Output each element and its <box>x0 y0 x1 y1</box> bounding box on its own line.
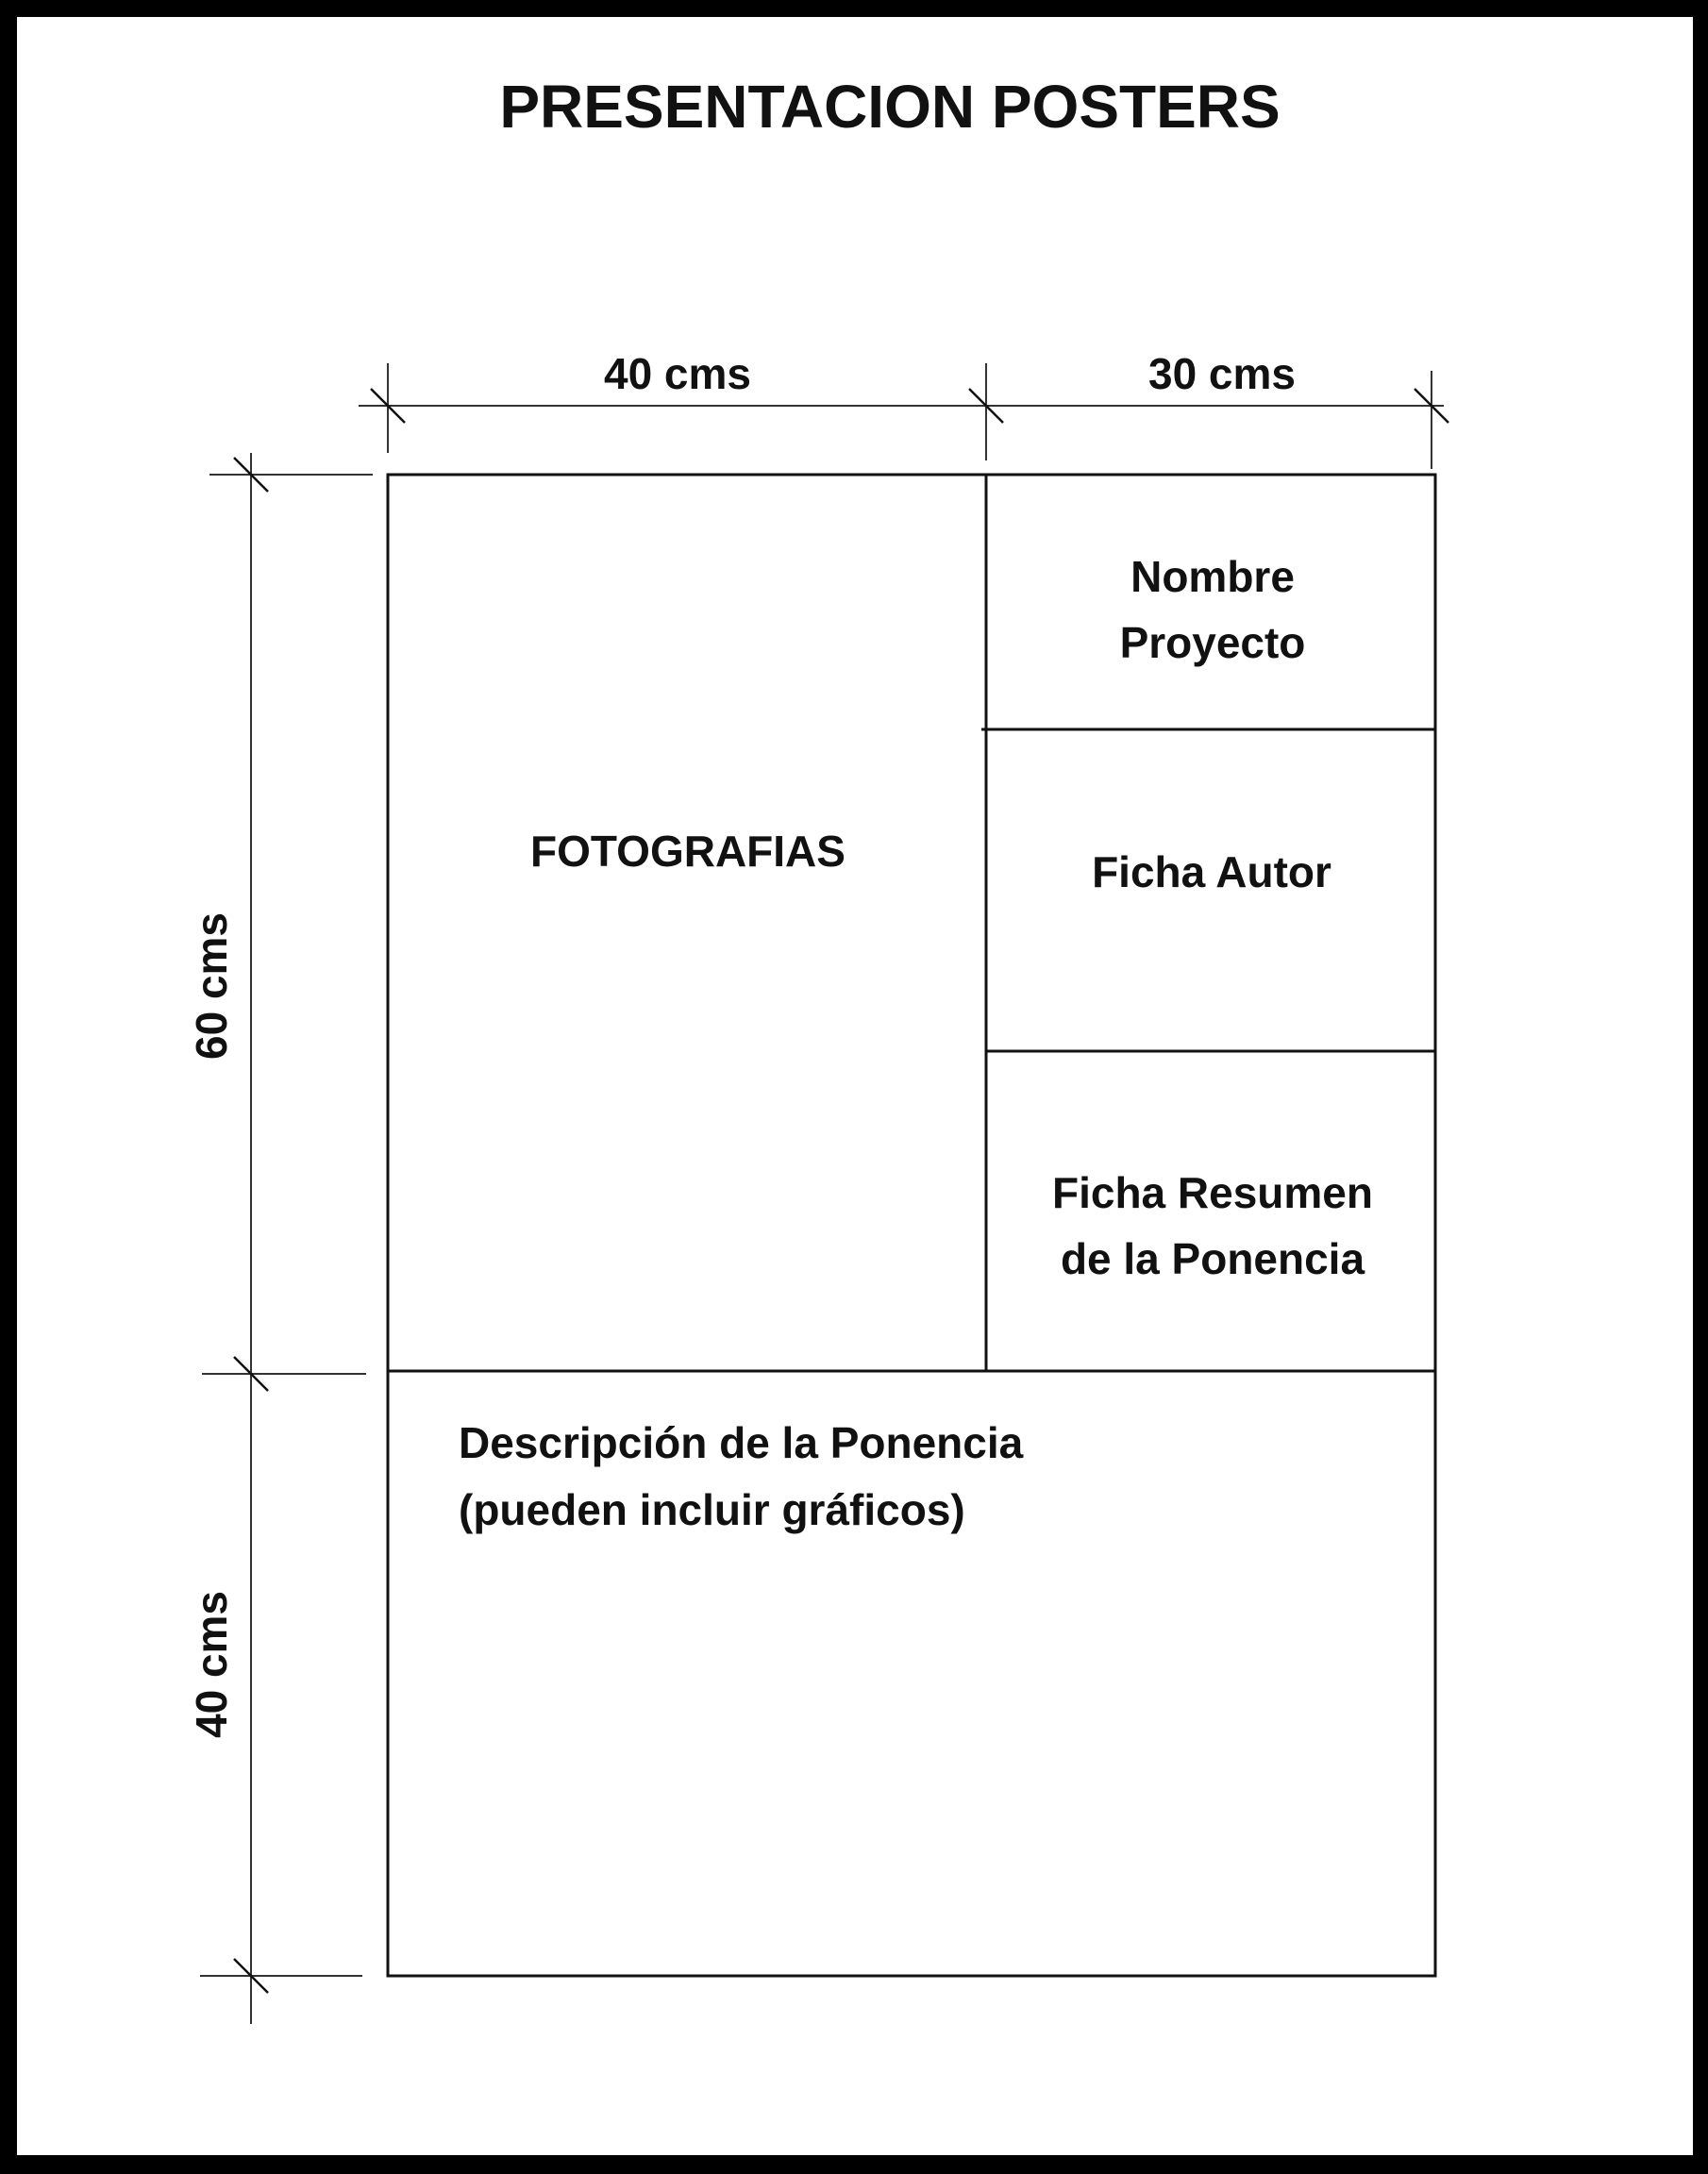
section-description-line1: Descripción de la Ponencia <box>459 1418 1024 1467</box>
section-project-name-line1: Nombre <box>1130 552 1295 601</box>
poster-border <box>388 475 1435 1976</box>
top-dimension <box>359 349 1448 469</box>
section-author-sheet: Ficha Autor <box>1092 847 1331 896</box>
section-summary-line2: de la Ponencia <box>1060 1234 1365 1283</box>
section-summary-line1: Ficha Resumen <box>1052 1168 1373 1217</box>
section-photos-label: FOTOGRAFIAS <box>530 827 846 876</box>
left-dimension <box>187 453 373 2024</box>
dimension-label-60-left: 60 cms <box>187 911 236 1061</box>
page-title: PRESENTACION POSTERS <box>499 73 1281 141</box>
poster-outline <box>388 475 1435 1976</box>
section-description-line2: (pueden incluir gráficos) <box>459 1485 965 1534</box>
dimension-label-40-top: 40 cms <box>603 349 752 398</box>
section-project-name-line2: Proyecto <box>1119 618 1306 667</box>
dimension-label-40-left: 40 cms <box>187 1590 236 1739</box>
dimension-label-30-top: 30 cms <box>1147 349 1297 398</box>
